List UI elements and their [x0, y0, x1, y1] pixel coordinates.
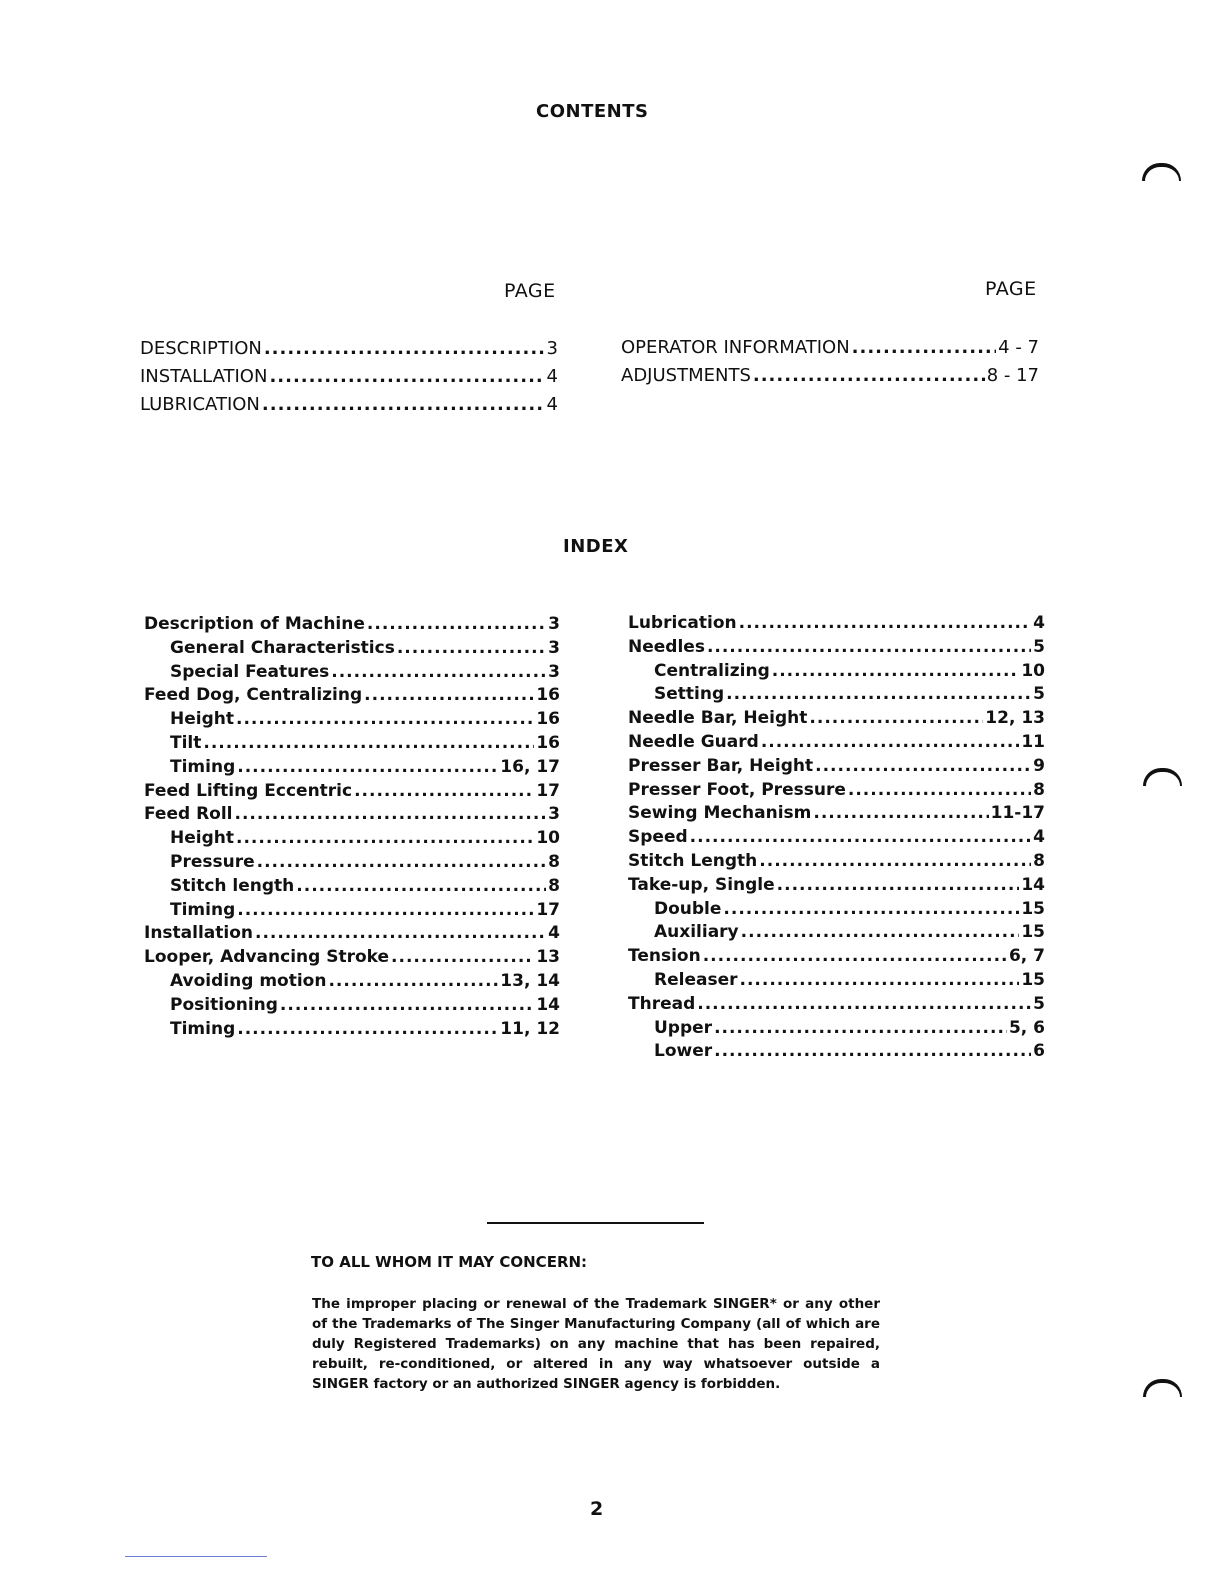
leader-dots — [852, 334, 996, 362]
index-entry-label: Setting — [654, 684, 725, 705]
contents-entry — [140, 335, 558, 363]
index-entry — [144, 945, 560, 969]
index-entry-page: 12, 13 — [985, 708, 1045, 729]
contents-entry-page: 3 — [546, 338, 558, 359]
index-entry — [628, 801, 1045, 825]
index-entry-page: 14 — [1021, 874, 1045, 895]
index-entry — [170, 993, 560, 1017]
index-entry-page: 3 — [548, 637, 560, 658]
index-entry-label: Pressure — [170, 852, 255, 872]
index-entry — [628, 849, 1045, 873]
leader-dots — [236, 826, 534, 850]
index-entry — [628, 778, 1045, 802]
index-entry-label: Presser Bar, Height — [628, 755, 814, 776]
index-entry-label: Auxiliary — [654, 922, 739, 943]
index-entry — [628, 992, 1045, 1016]
contents-entry — [140, 391, 558, 419]
index-entry — [170, 1017, 560, 1041]
leader-dots — [354, 779, 534, 803]
index-entry — [628, 730, 1045, 754]
leader-dots — [235, 802, 547, 826]
index-entry-label: Speed — [628, 827, 688, 848]
index-entry — [654, 897, 1045, 921]
index-entry-page: 4 — [548, 923, 560, 944]
index-entry-label: Feed Lifting Eccentric — [144, 780, 353, 801]
index-entry-label: Looper, Advancing Stroke — [144, 947, 390, 968]
leader-dots — [397, 636, 546, 660]
leader-dots — [364, 683, 534, 707]
leader-dots — [255, 921, 546, 945]
index-entry — [654, 659, 1045, 683]
leader-dots — [264, 335, 545, 363]
index-entry-page: 8 — [548, 852, 560, 872]
index-entry-label: Height — [170, 828, 234, 849]
leader-dots — [690, 825, 1032, 849]
leader-dots — [269, 363, 544, 391]
index-entry-page: 16 — [536, 733, 560, 753]
index-entry-page: 11 — [1021, 732, 1045, 752]
leader-dots — [262, 391, 545, 419]
index-entry-page: 6 — [1033, 1041, 1045, 1062]
index-entry-label: Feed Roll — [144, 804, 233, 825]
index-entry — [628, 706, 1045, 730]
contents-entry-label: LUBRICATION — [140, 394, 260, 415]
contents-entry-label: ADJUSTMENTS — [621, 365, 751, 386]
index-title: INDEX — [563, 536, 629, 557]
index-entry-page: 8 — [548, 875, 560, 896]
leader-dots — [328, 969, 498, 993]
index-entry-page: 3 — [548, 804, 560, 825]
leader-dots — [237, 898, 534, 922]
index-entry-label: Needles — [628, 636, 705, 657]
index-entry-label: Special Features — [170, 661, 330, 682]
index-entry — [628, 635, 1045, 659]
leader-dots — [280, 993, 534, 1017]
leader-dots — [237, 1017, 498, 1041]
leader-dots — [815, 754, 1031, 778]
leader-dots — [723, 897, 1019, 921]
page-number: 2 — [590, 1498, 604, 1520]
leader-dots — [257, 850, 547, 874]
index-entry-label: Presser Foot, Pressure — [628, 779, 846, 800]
leader-dots — [203, 731, 534, 755]
contents-title: CONTENTS — [536, 101, 649, 122]
index-entry-page: 13 — [536, 947, 560, 968]
leader-dots — [367, 612, 546, 636]
index-entry-page: 5 — [1033, 684, 1045, 705]
index-entry-label: Tilt — [170, 733, 202, 753]
index-entry — [170, 874, 560, 898]
binder-hole-mark-bottom — [1143, 1379, 1182, 1397]
index-entry-label: Double — [654, 898, 722, 919]
binder-hole-mark-middle — [1143, 768, 1182, 786]
index-entry — [144, 921, 560, 945]
index-entry — [144, 612, 560, 636]
index-entry — [654, 920, 1045, 944]
leader-dots — [237, 755, 498, 779]
index-entry — [654, 1039, 1045, 1063]
index-entry-page: 4 — [1033, 613, 1045, 633]
leader-dots — [848, 778, 1031, 802]
contents-entry-page: 8 - 17 — [986, 365, 1039, 386]
index-entry — [144, 779, 560, 803]
index-entry — [628, 944, 1045, 968]
index-entry-page: 11-17 — [990, 803, 1045, 824]
leader-dots — [714, 1016, 1007, 1040]
index-entry — [170, 660, 560, 684]
index-entry — [628, 611, 1045, 635]
index-entry-page: 10 — [1021, 660, 1045, 681]
index-entry-label: Description of Machine — [144, 614, 365, 634]
index-entry — [170, 969, 560, 993]
index-entry-page: 15 — [1021, 970, 1045, 990]
index-entry-label: Upper — [654, 1017, 713, 1038]
index-entry-page: 15 — [1021, 898, 1045, 919]
index-entry-page: 3 — [548, 614, 560, 634]
index-entry — [144, 802, 560, 826]
index-entry — [170, 707, 560, 731]
index-entry-label: Stitch Length — [628, 851, 758, 871]
index-entry-page: 17 — [536, 899, 560, 920]
index-entry-page: 11, 12 — [500, 1018, 560, 1039]
index-entry — [170, 826, 560, 850]
contents-page-header-right: PAGE — [985, 278, 1037, 300]
index-entry-page: 17 — [536, 780, 560, 801]
leader-dots — [391, 945, 534, 969]
leader-dots — [707, 635, 1031, 659]
index-entry-page: 8 — [1033, 779, 1045, 800]
index-entry-page: 9 — [1033, 755, 1045, 776]
index-entry-page: 5 — [1033, 636, 1045, 657]
leader-dots — [703, 944, 1007, 968]
leader-dots — [761, 730, 1020, 754]
leader-dots — [777, 873, 1020, 897]
leader-dots — [772, 659, 1020, 683]
index-entry-page: 4 — [1033, 827, 1045, 848]
index-entry — [170, 850, 560, 874]
index-entry-label: Tension — [628, 946, 701, 967]
contents-entry-label: INSTALLATION — [140, 366, 268, 387]
contents-entry-page: 4 — [546, 394, 558, 415]
divider-rule — [487, 1222, 704, 1224]
index-entry — [628, 825, 1045, 849]
edge-artifact-line — [125, 1556, 267, 1557]
index-entry-label: Thread — [628, 993, 696, 1014]
index-entry — [170, 898, 560, 922]
index-entry-label: Avoiding motion — [170, 971, 327, 991]
leader-dots — [726, 682, 1031, 706]
index-entry-page: 5, 6 — [1008, 1017, 1045, 1038]
index-entry-label: Stitch length — [170, 875, 295, 896]
leader-dots — [296, 874, 546, 898]
index-entry — [654, 968, 1045, 992]
index-entry-label: Lower — [654, 1041, 713, 1062]
leader-dots — [697, 992, 1031, 1016]
index-entry-page: 16, 17 — [500, 756, 560, 777]
leader-dots — [813, 801, 988, 825]
leader-dots — [759, 849, 1031, 873]
index-entry — [628, 873, 1045, 897]
contents-entry-page: 4 - 7 — [998, 337, 1039, 358]
index-entry-label: Lubrication — [628, 613, 737, 633]
contents-entry — [140, 363, 558, 391]
leader-dots — [714, 1039, 1031, 1063]
index-entry-label: Timing — [170, 756, 236, 777]
index-entry-page: 10 — [536, 828, 560, 849]
index-entry — [654, 682, 1045, 706]
index-entry — [628, 754, 1045, 778]
index-entry — [144, 683, 560, 707]
index-entry-label: Needle Guard — [628, 732, 759, 752]
index-entry-label: Needle Bar, Height — [628, 708, 808, 729]
leader-dots — [809, 706, 983, 730]
contents-entry-label: OPERATOR INFORMATION — [621, 337, 850, 358]
index-entry-label: Positioning — [170, 994, 278, 1015]
index-entry-page: 3 — [548, 661, 560, 682]
index-entry-label: Height — [170, 709, 234, 730]
contents-entry-page: 4 — [546, 366, 558, 387]
contents-entry-label: DESCRIPTION — [140, 338, 262, 359]
leader-dots — [236, 707, 534, 731]
contents-page-header-left: PAGE — [504, 280, 556, 302]
notice-body: The improper placing or renewal of the Trademark SINGER* or any other of the Trademarks of The Singer Manufacturing Company (all of which are duly Registered Trademarks) on any machine that has been repaired, rebuilt, re-conditioned, or altered in any way whatsoever outside a SINGER factory or an authorized SINGER agency is forbidden. — [312, 1296, 880, 1392]
index-entry — [654, 1016, 1045, 1040]
index-entry-label: Centralizing — [654, 660, 770, 681]
index-entry-page: 5 — [1033, 993, 1045, 1014]
index-entry-label: Releaser — [654, 970, 738, 990]
index-entry-page: 16 — [536, 709, 560, 730]
index-entry — [170, 636, 560, 660]
index-entry-page: 6, 7 — [1008, 946, 1045, 967]
index-entry-label: Timing — [170, 1018, 236, 1039]
index-entry-label: General Characteristics — [170, 637, 395, 658]
index-entry-label: Timing — [170, 899, 236, 920]
index-entry-page: 16 — [536, 685, 560, 706]
index-entry-page: 15 — [1021, 922, 1045, 943]
index-entry-page: 14 — [536, 994, 560, 1015]
leader-dots — [331, 660, 546, 684]
contents-entry — [621, 334, 1039, 362]
index-entry-page: 8 — [1033, 851, 1045, 871]
leader-dots — [739, 611, 1032, 635]
index-entry — [170, 755, 560, 779]
index-entry-label: Installation — [144, 923, 254, 944]
leader-dots — [739, 968, 1019, 992]
contents-entry — [621, 362, 1039, 390]
index-entry-page: 13, 14 — [500, 971, 560, 991]
index-entry-label: Feed Dog, Centralizing — [144, 685, 363, 706]
binder-hole-mark-top — [1142, 163, 1181, 181]
notice-title: TO ALL WHOM IT MAY CONCERN: — [311, 1253, 588, 1271]
leader-dots — [753, 362, 985, 390]
index-entry-label: Sewing Mechanism — [628, 803, 812, 824]
index-entry-label: Take-up, Single — [628, 874, 775, 895]
leader-dots — [741, 920, 1020, 944]
index-entry — [170, 731, 560, 755]
